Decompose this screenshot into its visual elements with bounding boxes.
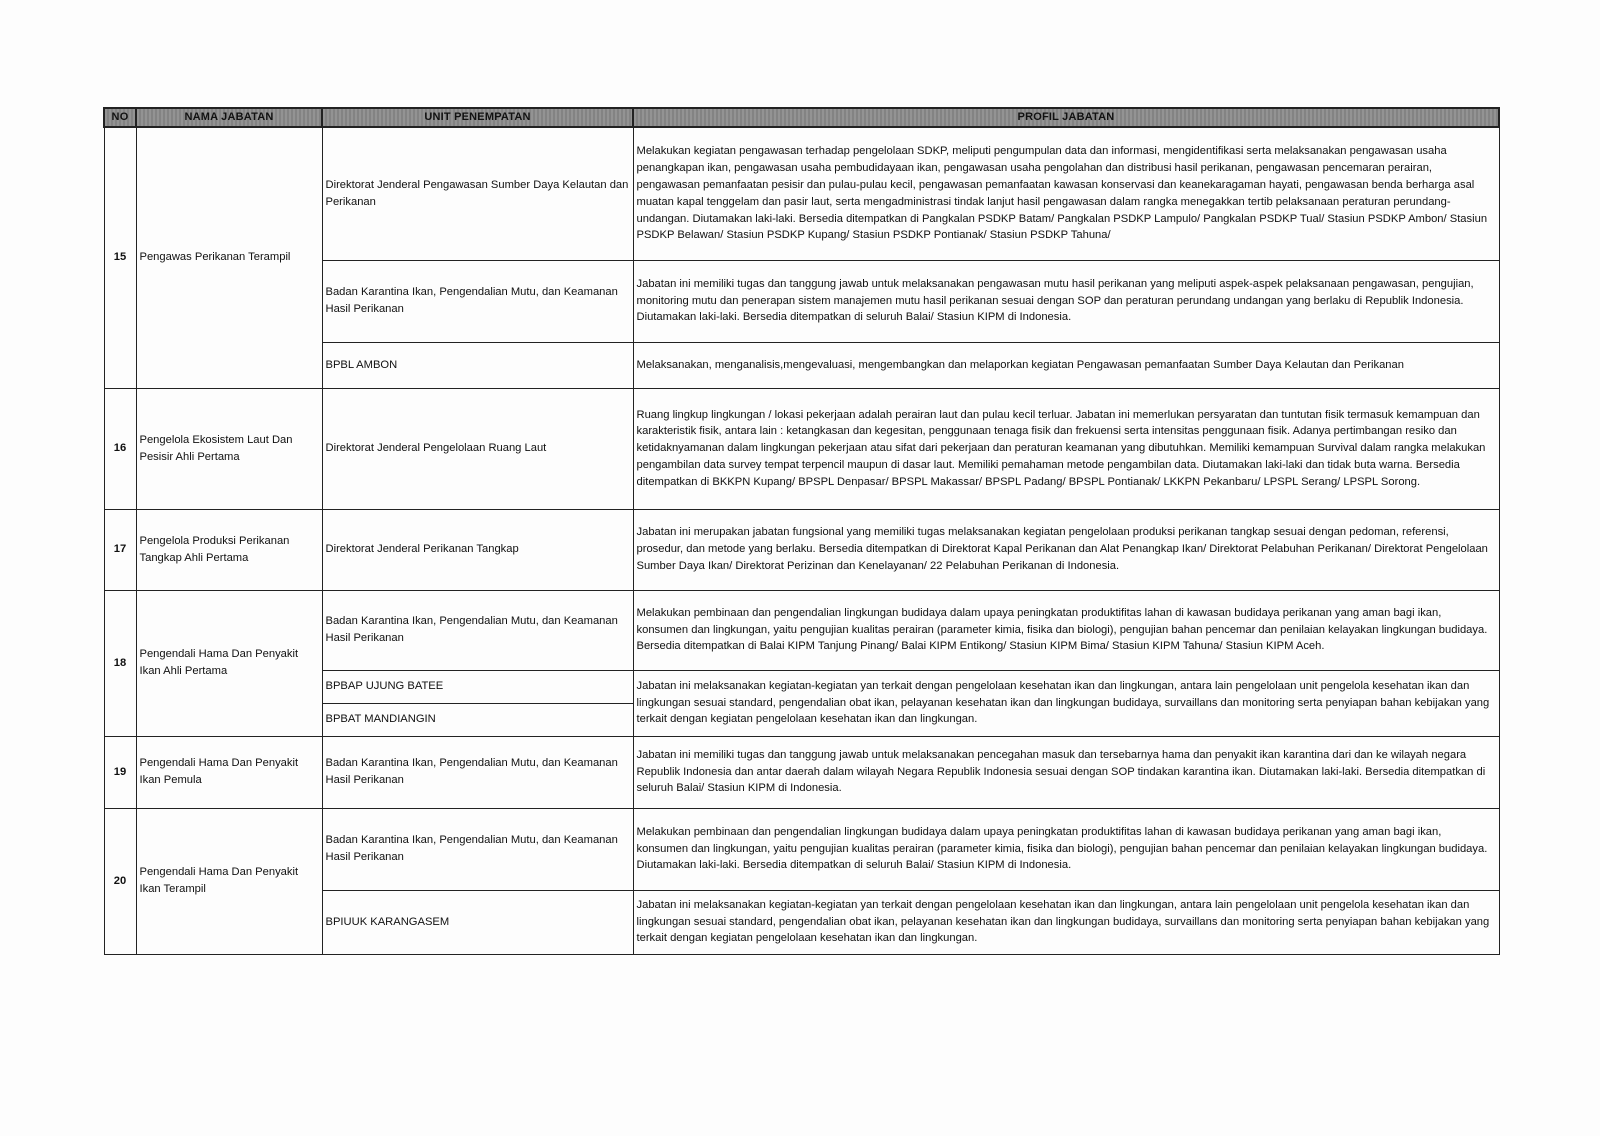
placement-unit: Direktorat Jenderal Pengelolaan Ruang Laut — [322, 388, 633, 509]
placement-unit: Direktorat Jenderal Pengawasan Sumber Daya Kelautan dan Perikanan — [322, 127, 633, 260]
table-row — [104, 808, 1499, 890]
row-number: 18 — [104, 590, 136, 736]
placement-unit: BPIUUK KARANGASEM — [322, 890, 633, 954]
row-number: 16 — [104, 388, 136, 509]
job-title: Pengendali Hama Dan Penyakit Ikan Ahli Pertama — [136, 590, 322, 736]
placement-unit: Badan Karantina Ikan, Pengendalian Mutu, dan Keamanan Hasil Perikanan — [322, 260, 633, 342]
row-number: 17 — [104, 509, 136, 590]
table-row — [104, 590, 1499, 670]
table-row — [104, 388, 1499, 509]
job-title: Pengawas Perikanan Terampil — [136, 127, 322, 388]
job-table — [103, 107, 1500, 955]
job-profile: Melaksanakan, menganalisis,mengevaluasi, mengembangkan dan melaporkan kegiatan Pengawasan pemanfaatan Sumber Daya Kelautan dan Perikanan — [633, 342, 1499, 388]
table-header-row — [104, 108, 1499, 127]
job-profile: Jabatan ini melaksanakan kegiatan-kegiatan yan terkait dengan pengelolaan kesehatan ikan dan lingkungan, antara lain pengelolaan unit pengelola kesehatan ikan dan lingkungan sesuai standard, pengendalian obat ikan, pelayanan kesehatan ikan dan lingkungan budidaya, survaillans dan monitoring serta penyiapan bahan kebijakan yang terkait dengan kegiatan pengelolaan kesehatan ikan dan lingkungan. — [633, 670, 1499, 736]
job-profile: Jabatan ini memiliki tugas dan tanggung jawab untuk melaksanakan pencegahan masuk dan tersebarnya hama dan penyakit ikan karantina dari dan ke wilayah negara Republik Indonesia dan antar daerah dalam wilayah Negara Republik Indonesia sesuai dengan SOP tindakan karantina ikan. Diutamakan laki-laki. Bersedia ditempatkan di seluruh Balai/ Stasiun KIPM di Indonesia. — [633, 736, 1499, 808]
job-title: Pengelola Produksi Perikanan Tangkap Ahli Pertama — [136, 509, 322, 590]
placement-unit: BPBAT MANDIANGIN — [322, 703, 633, 736]
job-profile: Melakukan pembinaan dan pengendalian lingkungan budidaya dalam upaya peningkatan produktifitas lahan di kawasan budidaya perikanan yang aman bagi ikan, konsumen dan lingkungan, yaitu pengujian kualitas perairan (parameter kimia, fisika dan biologi), pengujian bahan pencemar dan penilaian kelayakan lingkungan budidaya. Bersedia ditempatkan di Balai KIPM Tanjung Pinang/ Balai KIPM Entikong/ Stasiun KIPM Bima/ Stasiun KIPM Tahuna/ Stasiun KIPM Aceh. — [633, 590, 1499, 670]
job-title: Pengendali Hama Dan Penyakit Ikan Pemula — [136, 736, 322, 808]
job-profile: Melakukan kegiatan pengawasan terhadap pengelolaan SDKP, meliputi pengumpulan data dan informasi, mengidentifikasi serta melaksanakan pengawasan usaha penangkapan ikan, pengawasan usaha pembudidayaan ikan, pengawasan usaha pengolahan dan distribusi hasil perikanan, pengawasan pencemaran perairan, pengawasan pemanfaatan pesisir dan pulau-pulau kecil, pengawasan pemanfaatan kawasan konservasi dan keanekaragaman hayati, pengawasan benda berharga asal muatan kapal tenggelam dan pasir laut, serta mengadministrasi tindak lanjut hasil pengawasan dalam rangka menegakkan tertib pelaksanaan peraturan perundang-undangan. Diutamakan laki-laki. Bersedia ditempatkan di Pangkalan PSDKP Batam/ Pangkalan PSDKP Lampulo/ Pangkalan PSDKP Tual/ Stasiun PSDKP Ambon/ Stasiun PSDKP Belawan/ Stasiun PSDKP Kupang/ Stasiun PSDKP Pontianak/ Stasiun PSDKP Tahuna/ — [633, 127, 1499, 260]
job-title: Pengelola Ekosistem Laut Dan Pesisir Ahli Pertama — [136, 388, 322, 509]
table-row — [104, 509, 1499, 590]
job-profile: Melakukan pembinaan dan pengendalian lingkungan budidaya dalam upaya peningkatan produktifitas lahan di kawasan budidaya perikanan yang aman bagi ikan, konsumen dan lingkungan, yaitu pengujian kualitas perairan (parameter kimia, fisika dan biologi), pengujian bahan pencemar dan penilaian kelayakan lingkungan budidaya. Diutamakan laki-laki. Bersedia ditempatkan di seluruh Balai/ Stasiun KIPM di Indonesia. — [633, 808, 1499, 890]
placement-unit: Badan Karantina Ikan, Pengendalian Mutu, dan Keamanan Hasil Perikanan — [322, 736, 633, 808]
job-profile: Jabatan ini memiliki tugas dan tanggung jawab untuk melaksanakan pengawasan mutu hasil perikanan yang meliputi aspek-aspek pelaksanaan pengawasan, pengujian, monitoring mutu dan penerapan sistem manajemen mutu hasil perikanan sesuai dengan SOP dan peraturan perundang undangan yang berlaku di Republik Indonesia. Diutamakan laki-laki. Bersedia ditempatkan di seluruh Balai/ Stasiun KIPM di Indonesia. — [633, 260, 1499, 342]
header-profil-jabatan: PROFIL JABATAN — [633, 108, 1499, 127]
row-number: 20 — [104, 808, 136, 954]
placement-unit: Badan Karantina Ikan, Pengendalian Mutu, dan Keamanan Hasil Perikanan — [322, 808, 633, 890]
table-row — [104, 127, 1499, 260]
placement-unit: Badan Karantina Ikan, Pengendalian Mutu, dan Keamanan Hasil Perikanan — [322, 590, 633, 670]
row-number: 19 — [104, 736, 136, 808]
header-unit-penempatan: UNIT PENEMPATAN — [322, 108, 633, 127]
placement-unit: BPBAP UJUNG BATEE — [322, 670, 633, 703]
job-profile: Jabatan ini melaksanakan kegiatan-kegiatan yan terkait dengan pengelolaan kesehatan ikan dan lingkungan, antara lain pengelolaan unit pengelola kesehatan ikan dan lingkungan sesuai standard, pengendalian obat ikan, pelayanan kesehatan ikan dan lingkungan budidaya, survaillans dan monitoring serta penyiapan bahan kebijakan yang terkait dengan kegiatan pengelolaan kesehatan ikan dan lingkungan. — [633, 890, 1499, 954]
row-number: 15 — [104, 127, 136, 388]
placement-unit: BPBL AMBON — [322, 342, 633, 388]
header-no: NO — [104, 108, 136, 127]
table-row — [104, 736, 1499, 808]
job-title: Pengendali Hama Dan Penyakit Ikan Terampil — [136, 808, 322, 954]
job-profile: Jabatan ini merupakan jabatan fungsional yang memiliki tugas melaksanakan kegiatan pengelolaan produksi perikanan tangkap sesuai dengan pedoman, referensi, prosedur, dan metode yang berlaku. Bersedia ditempatkan di Direktorat Kapal Perikanan dan Alat Penangkap Ikan/ Direktorat Pelabuhan Perikanan/ Direktorat Pengelolaan Sumber Daya Ikan/ Direktorat Perizinan dan Kenelayanan/ 22 Pelabuhan Perikanan di Indonesia. — [633, 509, 1499, 590]
placement-unit: Direktorat Jenderal Perikanan Tangkap — [322, 509, 633, 590]
job-profile: Ruang lingkup lingkungan / lokasi pekerjaan adalah perairan laut dan pulau kecil terluar. Jabatan ini memerlukan persyaratan dan tuntutan fisik termasuk kemampuan dan karakteristik fisik, antara lain : ketangkasan dan kegesitan, penggunaan tenaga fisik dan frekuensi serta intensitas penggunaan fisik. Adanya pertimbangan resiko dan ketidaknyamanan dalam lingkungan pekerjaan atau sifat dari pekerjaan dan peraturan keamanan yang dibutuhkan. Memiliki kemampuan Survival dalam rangka melakukan pengambilan data survey tempat terpencil maupun di dasar laut. Memiliki pemahaman metode pengambilan data. Diutamakan laki-laki dan tidak buta warna. Bersedia ditempatkan di BKKPN Kupang/ BPSPL Denpasar/ BPSPL Makassar/ BPSPL Padang/ BPSPL Pontianak/ LKKPN Pekanbaru/ LPSPL Serang/ LPSPL Sorong. — [633, 388, 1499, 509]
header-nama-jabatan: NAMA JABATAN — [136, 108, 322, 127]
